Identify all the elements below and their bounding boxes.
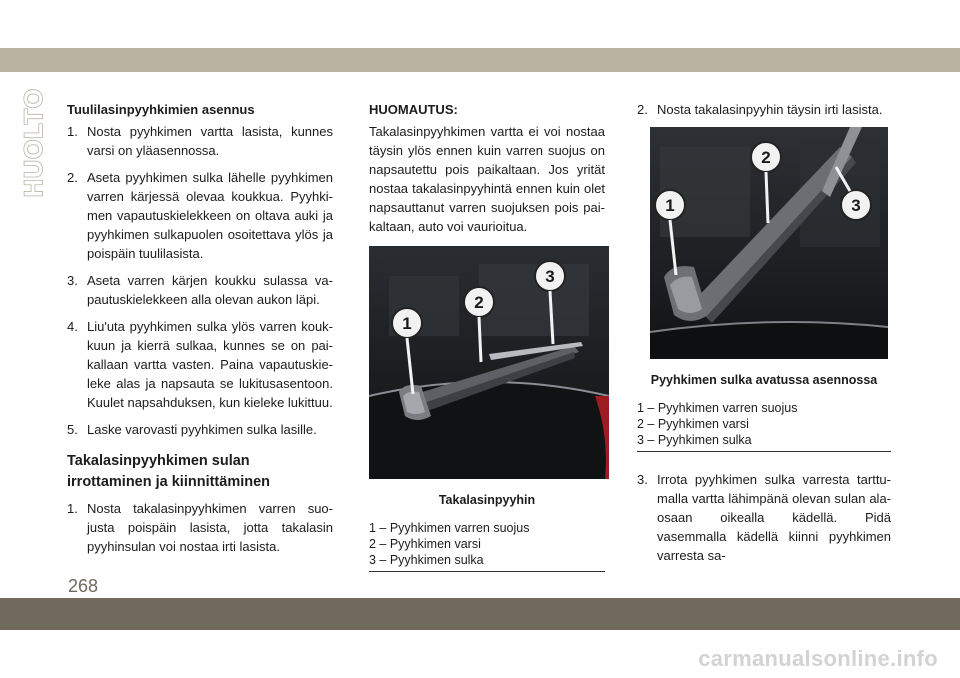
rear-wiper-section-title: Takalasinpyyhkimen sulan irrottaminen ja kiinnittäminen — [67, 453, 271, 490]
page-number: 268 — [68, 576, 99, 596]
figure-legend — [637, 400, 891, 452]
notice-heading: HUOMAUTUS: — [369, 102, 458, 117]
list-item: 2. Nosta takalasinpyyhin täysin irti lasista. — [637, 102, 883, 117]
middle-column — [369, 100, 605, 572]
list-item: 1. Nosta pyyhkimen vartta lasista, kunnes varsi on yläasennossa. — [67, 124, 333, 158]
callout-1: 1 — [665, 196, 675, 215]
legend-item: 2 – Pyyhkimen varsi — [369, 537, 481, 551]
callout-2: 2 — [474, 293, 484, 312]
legend-item: 1 – Pyyhkimen varren suojus — [369, 521, 530, 535]
list-item: 3. Aseta varren kärjen koukku sulassa va-pautuskielekkeen alla olevan aukon läpi. — [67, 273, 333, 307]
footer-band — [0, 598, 960, 630]
list-item: 4. Liu'uta pyyhkimen sulka ylös varren kouk-kuun ja kierrä sulkaa, kunnes se on pai-kallaan vartta vasten. Paina vapautuskie-leke alas ja napsauta se lukitusasentoon. Kuulet napsahduksen, kun kieleke lukittuu. — [67, 319, 333, 410]
figure-caption: Pyyhkimen sulka avatussa asennossa — [650, 373, 878, 387]
list-item: 2. Aseta pyyhkimen sulka lähelle pyyhkimen varren kärjessä olevaa koukkua. Pyyhki-men vapautuskielekkeen on oltava auki ja pyyhkimen sulkapuolen osoitettava ylös ja poispäin tuulilasista. — [67, 170, 333, 261]
left-column — [67, 100, 333, 564]
figure-caption: Takalasinpyyhin — [438, 493, 536, 507]
callout-1: 1 — [402, 314, 412, 333]
rear-wiper-illustration — [369, 246, 609, 479]
callout-2: 2 — [761, 148, 771, 167]
rear-wiper-steps — [67, 499, 333, 556]
right-column — [637, 100, 891, 573]
header-band — [0, 48, 960, 72]
wiper-open-illustration — [650, 127, 888, 359]
rear-wiper-figure — [369, 246, 609, 479]
callout-3: 3 — [851, 196, 861, 215]
legend-item: 3 – Pyyhkimen sulka — [369, 553, 484, 567]
callout-3: 3 — [545, 267, 555, 286]
watermark-link[interactable]: carmanualsonline.info — [698, 646, 938, 671]
wiper-open-figure — [650, 127, 888, 359]
list-item: 5. Laske varovasti pyyhkimen sulka lasille. — [67, 422, 317, 437]
rear-wiper-steps-cont-2 — [637, 470, 891, 565]
figure-legend — [369, 520, 605, 572]
section-side-tab — [18, 87, 52, 197]
install-heading: Tuulilasinpyyhkimien asennus — [67, 102, 255, 117]
list-item: 1. Nosta takalasinpyyhkimen varren suo-justa poispäin lasista, jotta takalasin pyyhinsulan voi nostaa irti lasista. — [67, 501, 333, 554]
legend-item: 3 – Pyyhkimen sulka — [637, 433, 752, 447]
install-steps — [67, 122, 333, 439]
legend-item: 2 – Pyyhkimen varsi — [637, 417, 749, 431]
rear-wiper-steps-cont — [637, 100, 891, 119]
list-item: 3. Irrota pyyhkimen sulka varresta tarttu-malla vartta lähimpänä olevan sulan ala-osaan oikealla kädellä. Pidä vasemmalla kädellä kiinni pyyhkimen varresta sa- — [637, 472, 891, 563]
section-tab-label: HUOLTO — [20, 87, 49, 197]
legend-item: 1 – Pyyhkimen varren suojus — [637, 401, 798, 415]
notice-text: Takalasinpyyhkimen vartta ei voi nostaa täysin ylös ennen kuin varren suojus on napsautettu pois paikaltaan. Jos yrität nostaa takalasinpyyhintä ennen kuin olet napsauttanut varren suojuksen pois pai-kaltaan, auto voi vaurioitua. — [369, 124, 605, 234]
